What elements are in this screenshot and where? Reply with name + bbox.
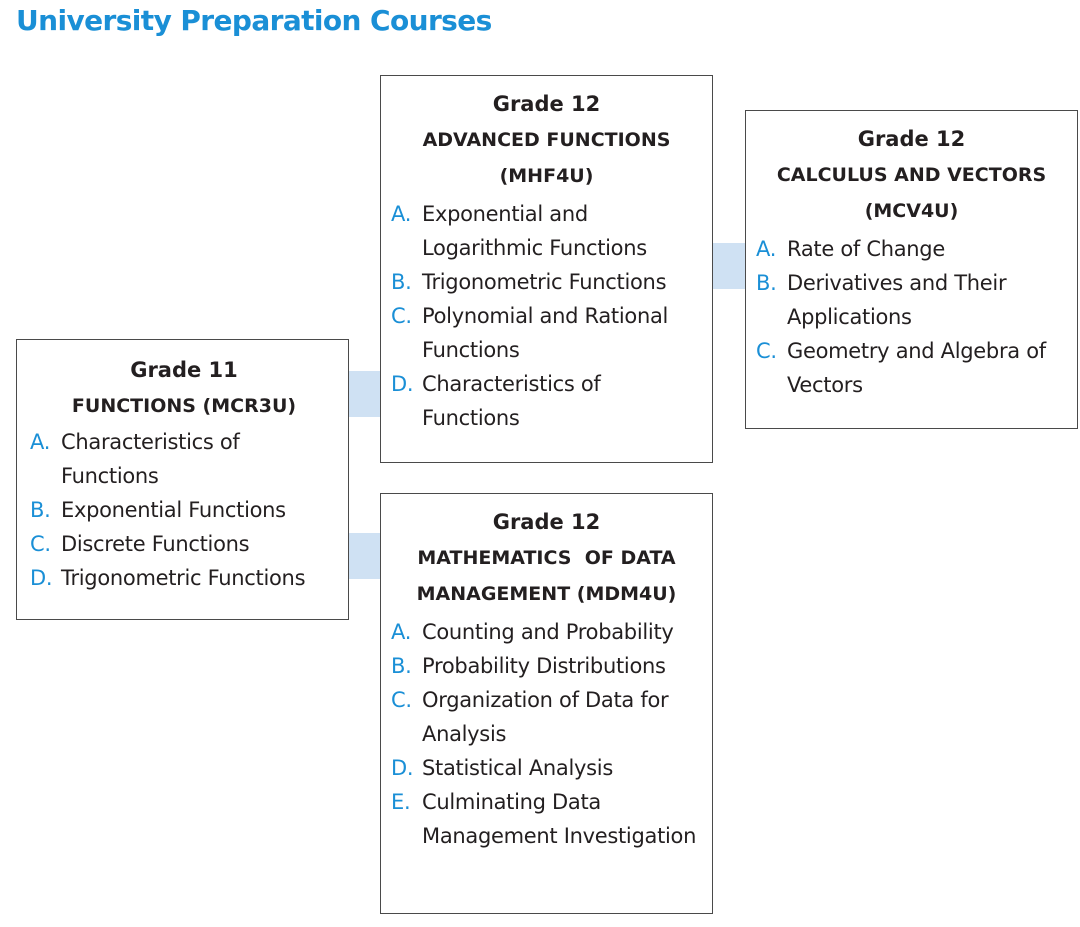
course-box-calculus-vectors [745,110,1078,429]
topic-letter: D. [391,756,414,780]
topic-text: Trigonometric Functions [422,270,667,294]
topic-text: Counting and Probability [422,620,674,644]
topic-list [391,615,702,853]
topic-list [391,197,702,435]
topic-item [391,649,702,683]
page-title: University Preparation Courses [16,4,492,37]
topic-letter: C. [391,688,412,712]
course-name-line: MANAGEMENT (MDM4U) [416,583,677,605]
topic-item [391,683,702,751]
topic-text: Geometry and Algebra of Vectors [787,339,1046,397]
topic-item [756,232,1067,266]
course-header [391,86,702,194]
topic-letter: A. [756,237,777,261]
course-grade: Grade 11 [130,358,238,382]
connector-mcr3u-to-mdm4u [348,533,381,579]
topic-letter: C. [30,532,51,556]
topic-item [756,266,1067,334]
topic-item [391,367,702,435]
course-header [756,121,1067,229]
topic-text: Probability Distributions [422,654,666,678]
topic-item [391,265,702,299]
topic-text: Trigonometric Functions [61,566,306,590]
course-grade: Grade 12 [857,127,966,151]
topic-letter: B. [756,271,777,295]
course-name-line: MATHEMATICS OF DATA [417,547,676,569]
topic-letter: B. [391,270,412,294]
course-header [30,352,338,424]
course-name-line: (MCV4U) [864,200,959,222]
course-name-line: (MHF4U) [499,165,594,187]
topic-item [30,561,338,595]
topic-text: Culminating Data Management Investigation [422,790,697,848]
topic-item [30,425,338,493]
topic-item [30,527,338,561]
topic-item [391,751,702,785]
topic-letter: B. [30,498,51,522]
connector-mhf4u-to-mcv4u [713,243,746,289]
topic-letter: C. [756,339,777,363]
topic-text: Statistical Analysis [422,756,613,780]
topic-item [30,493,338,527]
topic-text: Polynomial and Rational Functions [422,304,669,362]
topic-text: Characteristics of Functions [61,430,240,488]
topic-item [391,785,702,853]
course-box-advanced-functions [380,75,713,463]
topic-text: Rate of Change [787,237,945,261]
topic-text: Exponential and Logarithmic Functions [422,202,647,260]
course-name-line: CALCULUS AND VECTORS [776,164,1047,186]
course-name-line: FUNCTIONS (MCR3U) [71,395,297,417]
course-grade: Grade 12 [492,92,601,116]
course-grade: Grade 12 [492,510,601,534]
topic-text: Characteristics of Functions [422,372,601,430]
topic-letter: D. [391,372,414,396]
topic-item [391,197,702,265]
topic-text: Discrete Functions [61,532,250,556]
topic-letter: E. [391,790,411,814]
topic-letter: A. [391,620,412,644]
course-box-data-management [380,493,713,914]
topic-text: Exponential Functions [61,498,286,522]
topic-text: Organization of Data for Analysis [422,688,669,746]
topic-letter: D. [30,566,53,590]
topic-letter: C. [391,304,412,328]
topic-item [391,615,702,649]
course-box-functions [16,339,349,620]
topic-letter: A. [30,430,51,454]
topic-letter: A. [391,202,412,226]
course-header [391,504,702,612]
topic-item [391,299,702,367]
course-name-line: ADVANCED FUNCTIONS [422,129,671,151]
topic-list [30,425,338,595]
connector-mcr3u-to-mhf4u [348,371,381,417]
topic-list [756,232,1067,402]
topic-text: Derivatives and Their Applications [787,271,1007,329]
topic-letter: B. [391,654,412,678]
topic-item [756,334,1067,402]
